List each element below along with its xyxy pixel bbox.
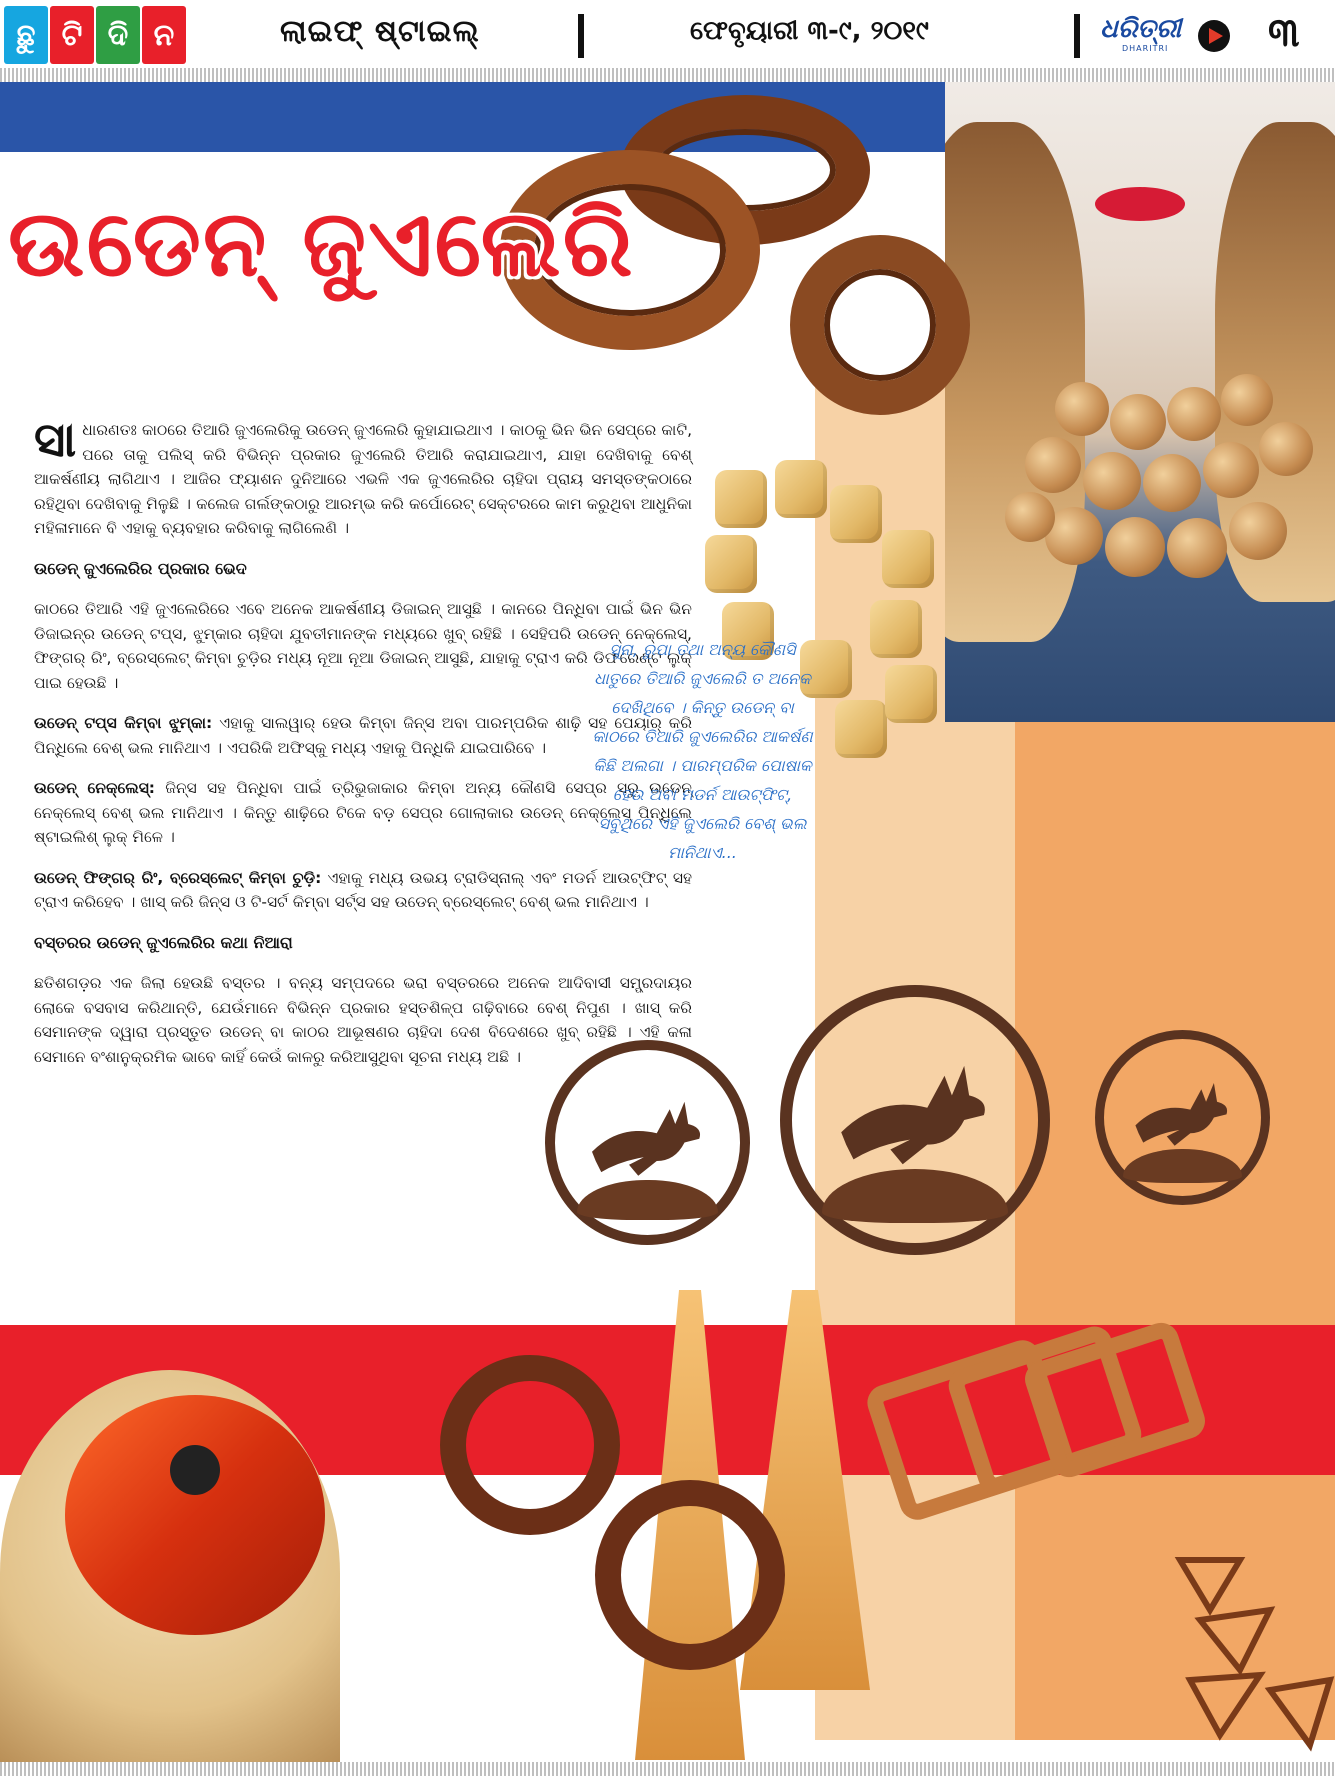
bead [1229,502,1287,560]
bracelet-bead [835,700,887,758]
hair [945,122,1085,642]
paragraph-lead: ଉଡେନ୍ ନେକ୍‌ଲେସ୍: [34,779,155,797]
page-number: ୩ [1268,10,1300,56]
issue-date: ଫେବୃୟାରୀ ୩-୯, ୨୦୧୯ [690,16,929,46]
photo-woman-necklace [945,82,1335,722]
drop-cap: ସା [34,412,77,468]
paragraph-text: ଏହାକୁ ମଧ୍ୟ ଉଭୟ ଟ୍ରାଡିସ୍‌ନାଲ୍ ଏବଂ ମଡର୍ନ ଆଉଟ୍‌ଫିଟ୍ ସହ ଟ୍ରାଏ କରିହେବ । ଖାସ୍ କରି ଜିନ୍ସ ଓ ଟି-ସର୍ଟ କିମ୍ବା ସର୍ଟ୍ସ ସହ ଉଡେନ୍ ବ୍ରେସ୍‌ଲେଟ୍ ବେଶ୍ ଭଲ ମାନିଥାଏ । [34,868,692,911]
paragraph-text: ଜିନ୍ସ ସହ ପିନ୍ଧିବା ପାଇଁ ତ୍ରିଭୁଜାକାର କିମ୍ବା ଅନ୍ୟ କୌଣସି ସେପ୍‌ର ସରୁ ଉଡେନ୍ ନେକ୍‌ଲେସ୍ ବେଶ୍ ଭଲ ମାନିଥାଏ । କିନ୍ତୁ ଶାଢ଼ିରେ ଟିକେ ବଡ଼ ସେପ୍‌ର ଗୋଲାକାର ଉଡେନ୍ ନେକ୍‌ଲେସ୍ ପିନ୍ଧିଲେ ଷ୍ଟାଇଲିଶ୍ ଲୁକ୍ ମିଳେ । [34,779,692,846]
spiral-earring-image [440,1355,620,1535]
pendant-hole [170,1445,220,1495]
paragraph-text: ଏହାକୁ ସାଲୱାର୍ ହେଉ କିମ୍ବା ଜିନ୍ସ ଅବା ପାରମ୍ପରିକ ଶାଢ଼ି ସହ ପେୟାର୍ କରି ପିନ୍ଧିଲେ ବେଶ୍ ଭଲ ମାନିଥାଏ । ଏପରିକି ଅଫିସ୍‌କୁ ମଧ୍ୟ ଏହାକୁ ପିନ୍ଧିକି ଯାଇପାରିବେ । [34,714,693,757]
bead [1025,437,1081,493]
bracelet-bead [775,460,827,518]
logo-letter: ନ [142,6,186,64]
bracelet-bead [870,600,922,658]
subheading: ଉଡେନ୍ ଜୁଏଲେରିର ପ୍ରକାର ଭେଦ [34,558,247,578]
paragraph [34,866,692,915]
bead [1005,492,1055,542]
bracelet-bead [830,485,882,543]
play-icon [1198,20,1230,52]
section-title: ଲାଇଫ୍ ଷ୍ଟାଇଲ୍ [280,14,480,49]
intro-text: ଧାରଣତଃ କାଠରେ ତିଆରି ଜୁଏଲେରିକୁ ଉଡେନ୍ ଜୁଏଲେରି କୁହାଯାଇଥାଏ । କାଠକୁ ଭିନ ଭିନ ସେପ୍‌ରେ କାଟି, ପରେ ତାକୁ ପଲିସ୍ କରି ବିଭିନ୍ନ ପ୍ରକାର ଜୁଏଲେରି ତିଆରି କରାଯାଇଥାଏ, ଯାହା ଦେଖିବାକୁ ବେଶ୍ ଆକର୍ଷଣୀୟ ଲାଗିଥାଏ । ଆଜିର ଫ୍ୟାଶନ ଦୁନିଆରେ ଏଭଳି ଏକ ଜୁଏଲେରିର ଚାହିଦା ପ୍ରାୟ ସମସ୍ତଙ୍କଠାରେ ରହିଥିବା ଦେଖିବାକୁ ମିଳୁଛି । କଲେଜ ଗର୍ଲଙ୍କଠାରୁ ଆରମ୍ଭ କରି କର୍ପୋରେଟ୍ ସେକ୍ଟରରେ କାମ କରୁଥିବା ଆଧୁନିକା ମହିଳାମାନେ ବି ଏହାକୁ ବ୍ୟବହାର କରିବାକୁ ଲାଗିଲେଣି । [34,421,692,537]
bangle-image [790,235,970,415]
subheading: ବସ୍ତରର ଉଡେନ୍ ଜୁଏଲେରିର କଥା ନିଆରା [34,932,293,952]
paragraph: କାଠରେ ତିଆରି ଏହି ଜୁଏଲେରିରେ ଏବେ ଅନେକ ଆକର୍ଷଣୀୟ ଡିଜାଇନ୍ ଆସୁଛି । କାନରେ ପିନ୍ଧିବା ପାଇଁ ଭିନ ଭିନ ଡିଜାଇନ୍‌ର ଉଡେନ୍ ଟପ୍ସ, ଝୁମ୍‌କାର ଚାହିଦା ଯୁବତୀମାନଙ୍କ ମଧ୍ୟରେ ଖୁବ୍ ରହିଛି । ସେହିପରି ଉଡେନ୍ ନେକ୍‌ଲେସ୍, ଫିଙ୍ଗର୍ ରିଂ, ବ୍ରେସ୍‌ଲେଟ୍ କିମ୍ବା ଚୁଡ଼ିର ମଧ୍ୟ ନୂଆ ନୂଆ ଡିଜାଇନ୍ ଆସୁଛି, ଯାହାକୁ ଟ୍ରାଏ କରି ଡିଫରେଣ୍ଟ ଲୁକ୍ ପାଇ ହେଉଛି । [34,600,692,692]
deer-earring-image [545,1040,750,1245]
brand-logo: ଧରିତ୍ରୀ [1100,14,1182,44]
bracelet-bead [885,665,937,723]
spiral-earring-image [595,1480,785,1670]
bead [1167,518,1227,578]
intro-paragraph [34,412,692,541]
triangle-necklace-image [1160,1550,1335,1760]
deer-earring-image [1095,1030,1270,1205]
header-rule [0,68,1335,82]
bead [1110,394,1166,450]
deer-earring-image [780,985,1050,1255]
bracelet-bead [705,535,757,593]
bead [1055,382,1109,436]
bead [1259,422,1313,476]
bracelet-bead [715,470,767,528]
paragraph-lead: ଉଡେନ୍ ଟପ୍ସ କିମ୍ବା ଝୁମ୍‌କା: [34,714,213,732]
logo-letter: ଟି [50,6,94,64]
masthead [0,0,1335,70]
bead [1105,517,1165,577]
logo [4,6,186,66]
divider [1074,14,1080,58]
paragraph-lead: ଉଡେନ୍ ଫିଙ୍ଗର୍ ରିଂ, ବ୍ରେସ୍‌ଲେଟ୍ କିମ୍ବା ଚୁଡ଼ି: [34,868,322,887]
pendant-inner [65,1395,325,1635]
logo-letter: ଦି [96,6,140,64]
bead [1143,454,1201,512]
headline: ଉଡେନ୍ ଜୁଏଲେରି [8,190,635,297]
footer-rule [0,1762,1335,1776]
pull-quote: ସୁନା, ରୁପା ତଥା ଅନ୍ୟ କୌଣସି ଧାତୁରେ ତିଆରି ଜୁଏଲେରି ତ ଅନେକ ଦେଖିଥିବେ । କିନ୍ତୁ ଉଡେନ୍ ବା କାଠରେ ତିଆରି ଜୁଏଲେରିର ଆକର୍ଷଣ କିଛି ଅଲଗା । ପାରମ୍ପରିକ ପୋଷାକ ହେଉ ଅବା ମଡର୍ନ ଆଉଟ୍‌ଫିଟ୍, ସବୁଥିରେ ଏହି ଜୁଏଲେରି ବେଶ୍ ଭଲ ମାନିଥାଏ... [592,640,813,862]
bead [1083,452,1141,510]
divider [578,14,584,58]
bracelet-bead [882,530,934,588]
bead [1167,387,1221,441]
paragraph: ଛତିଶଗଡ଼ର ଏକ ଜିଲା ହେଉଛି ବସ୍ତର । ବନ୍ୟ ସମ୍ପଦରେ ଭରା ବସ୍ତରରେ ଅନେକ ଆଦିବାସୀ ସମ୍ପ୍ରଦାୟର ଲୋକେ ବସବାସ କରିଥାନ୍ତି, ଯେଉଁମାନେ ବିଭିନ୍ନ ପ୍ରକାର ହସ୍ତଶିଳ୍ପ ଗଢ଼ିବାରେ ବେଶ୍ ନିପୁଣ । ଖାସ୍ କରି ସେମାନଙ୍କ ଦ୍ୱାରା ପ୍ରସ୍ତୁତ ଉଡେନ୍ ବା କାଠର ଆଭୂଷଣର ଚାହିଦା ଦେଶ ବିଦେଶରେ ଖୁବ୍ ରହିଛି । ଏହି କଳା ସେମାନେ ବଂଶାନୁକ୍ରମିକ ଭାବେ କାହିଁ କେଉଁ କାଳରୁ କରିଆସୁଥିବା ସୂଚନା ମଧ୍ୟ ଅଛି । [34,974,692,1066]
brand-subtitle: DHARITRI [1122,44,1169,53]
bead [1203,442,1259,498]
bead [1221,374,1273,426]
logo-letter: ଛୁ [4,6,48,64]
lips [1095,187,1185,221]
